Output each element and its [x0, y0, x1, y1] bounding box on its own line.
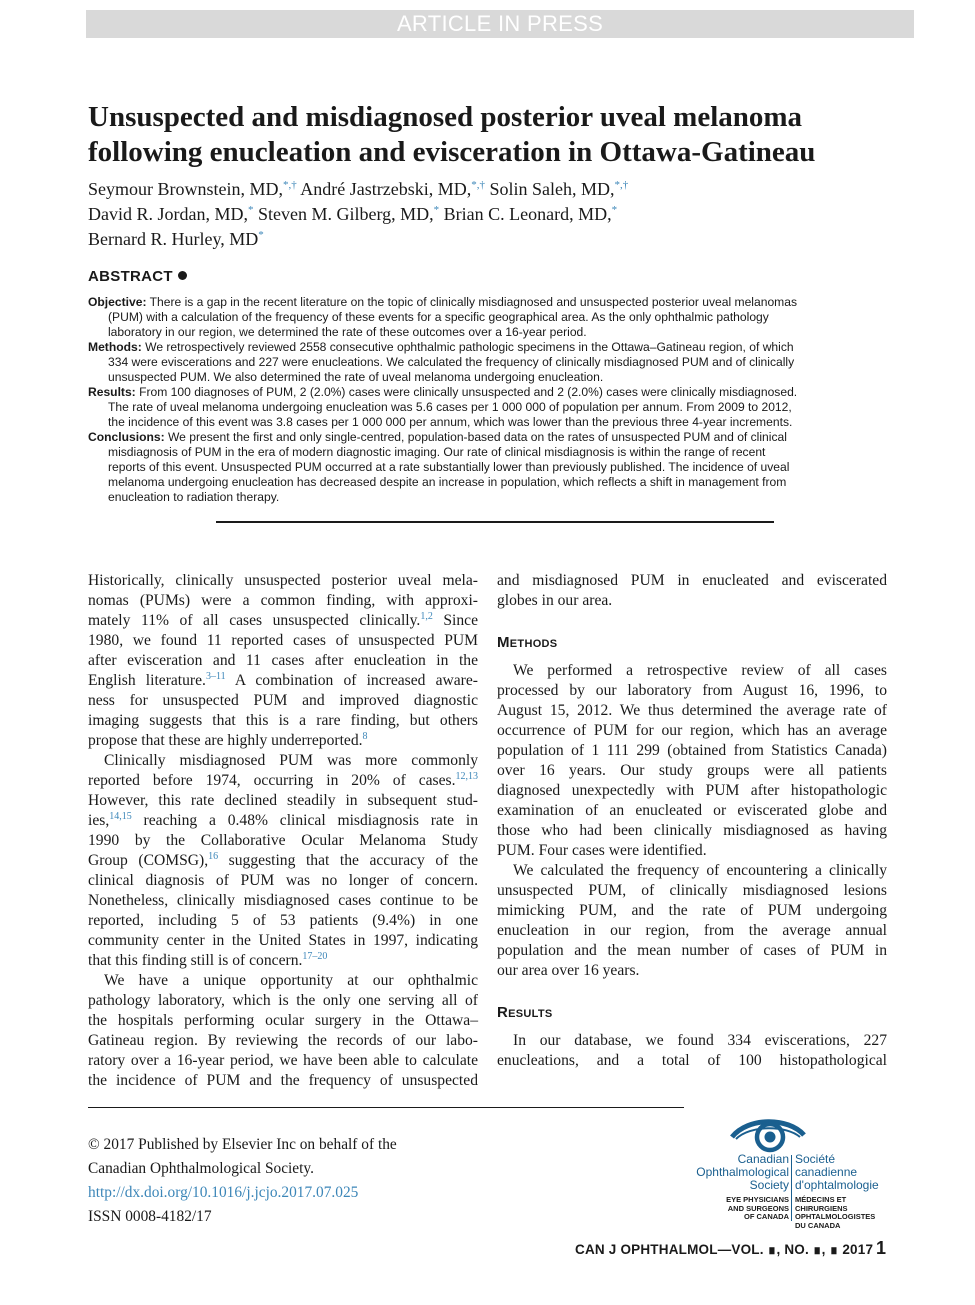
text-line: We performed a retrospective review of all cases — [513, 662, 887, 679]
text-span: Group (COMSG), — [88, 852, 209, 869]
text-span: mately 11% of all cases unsuspected clinically. — [88, 612, 421, 629]
footnote-divider — [88, 1107, 684, 1108]
text-span: Since — [432, 612, 479, 629]
author-name: Steven M. Gilberg, MD, — [258, 204, 434, 224]
text-line: clinical diagnosis of PUM was no longer of concern. — [88, 872, 478, 889]
abstract-line — [88, 430, 887, 445]
abstract-line — [88, 385, 887, 400]
affiliation-mark[interactable]: * — [611, 204, 618, 216]
author-line — [88, 202, 908, 227]
copyright-text: © 2017 Published by Elsevier Inc on behalf of the — [88, 1136, 397, 1153]
abstract-label: Objective: — [88, 295, 147, 309]
text-line: imaging suggests that this is a rare finding, but others — [88, 712, 478, 729]
affiliation-mark[interactable]: *,† — [283, 179, 297, 191]
affiliation-mark[interactable]: *,† — [614, 179, 629, 191]
abstract-line: unsuspected PUM. We also determined the rate of uveal melanoma undergoing enucleation. — [108, 370, 604, 384]
text-line: In our database, we found 334 eviscerations, 227 — [513, 1032, 887, 1049]
abstract-line — [88, 340, 887, 355]
abstract-text: There is a gap in the recent literature on the topic of clinically misdiagnosed and unsuspected posterior uveal melanomas — [149, 295, 798, 309]
article-in-press-banner: ARTICLE IN PRESS — [86, 10, 914, 38]
text-line: processed by our laboratory from August 16, 1996, to — [497, 682, 887, 699]
author-name: David R. Jordan, MD, — [88, 204, 248, 224]
text-span: A combination of increased aware- — [225, 672, 478, 689]
text-line: enucleations, and a total of 100 histopathological — [497, 1052, 887, 1069]
abstract-text: We retrospectively reviewed 2558 consecutive ophthalmic pathologic specimens in the Ottawa–Gatineau region, of which — [145, 340, 794, 354]
copyright-block — [88, 1133, 397, 1229]
author-name: Bernard R. Hurley, MD — [88, 229, 259, 249]
text-line: 1980, we found 11 reported cases of unsuspected PUM — [88, 632, 478, 649]
abstract-results — [88, 385, 887, 430]
text-line: pathology laboratory, which is the only one serving all of — [88, 992, 478, 1009]
body-column-left — [88, 571, 478, 1091]
article-title — [88, 100, 908, 170]
text-line: reported, including 5 of 53 patients (9.4%) in one — [88, 912, 478, 929]
author-name: Brian C. Leonard, MD, — [443, 204, 612, 224]
abstract-divider — [216, 521, 774, 523]
abstract-methods — [88, 340, 887, 385]
abstract-label: Methods: — [88, 340, 142, 354]
text-line: nomas (PUMs) were a common finding, with approxi- — [88, 592, 478, 609]
citation-link[interactable]: 1,2 — [420, 610, 433, 622]
title-line: following enucleation and evisceration in Ottawa-Gatineau — [88, 136, 816, 168]
logo-text-line: Society — [749, 1178, 789, 1192]
text-line: our area over 16 years. — [497, 962, 640, 979]
page-number: 1 — [876, 1238, 887, 1258]
text-line: the incidence of PUM and the frequency of unsuspected — [88, 1072, 478, 1089]
abstract-line: (PUM) with a calculation of the frequency of these events for a specific geographical area. As the only ophthalmic pathology — [108, 310, 769, 324]
logo-text-line: Société — [795, 1152, 836, 1166]
affiliation-mark[interactable]: * — [248, 204, 254, 216]
text-line: We calculated the frequency of encountering a clinically — [513, 862, 887, 879]
text-span: reported before 1974, occurring in 20% of cases. — [88, 772, 456, 789]
text-span: ies, — [88, 812, 110, 829]
abstract-line: enucleation to radiation therapy. — [108, 490, 280, 504]
text-span: English literature. — [88, 672, 206, 689]
abstract-body — [88, 295, 887, 505]
abstract-text: We present the first and only single-centred, population-based data on the rates of unsuspected PUM and of clinical — [167, 430, 787, 444]
text-line: those who had been clinically misdiagnosed as having — [497, 822, 887, 839]
logo-text-line: DU CANADA — [795, 1220, 841, 1230]
text-line: globes in our area. — [497, 592, 613, 609]
text-line: enucleation in our region, from the average annual — [497, 922, 887, 939]
citation-link[interactable]: 14,15 — [109, 810, 132, 822]
society-logo — [695, 1113, 895, 1230]
text-span: suggesting that the accuracy of the — [218, 852, 478, 869]
text-line — [88, 611, 478, 631]
logo-text-line: AND SURGEONS — [727, 1203, 789, 1213]
author-line — [88, 177, 908, 202]
abstract-line: laboratory in our region, we determined the rate of these outcomes over a 16-year period. — [108, 325, 587, 339]
bullet-icon — [178, 271, 187, 280]
author-line — [88, 227, 908, 252]
abstract-line: the incidence of this event was 3.8 cases per 1 000 000 per annum, which was lower than the previous three 4-year increments. — [108, 415, 793, 429]
issn-text: ISSN 0008-4182/17 — [88, 1208, 212, 1225]
text-line — [88, 811, 478, 831]
text-line: August 15, 2012. We thus determined the average rate of — [497, 702, 887, 719]
affiliation-mark[interactable]: *,† — [471, 179, 485, 191]
journal-citation: CAN J OPHTHALMOL—VOL. ∎, NO. ∎, ∎ 2017 — [575, 1242, 874, 1257]
text-line: occurrence of PUM for our region, which has an average — [497, 722, 887, 739]
text-line — [88, 771, 478, 791]
text-line: Nonetheless, clinically misdiagnosed cases continue to be — [88, 892, 478, 909]
abstract-heading-text: ABSTRACT — [88, 268, 173, 285]
text-line: mimicking PUM, and the rate of PUM undergoing — [497, 902, 887, 919]
abstract-objective — [88, 295, 887, 340]
text-line: unsuspected PUM, of clinically misdiagnosed lesions — [497, 882, 887, 899]
abstract-text: From 100 diagnoses of PUM, 2 (2.0%) cases were clinically unsuspected and 2 (2.0%) cases were clinically misdiagnosed. — [139, 385, 798, 399]
text-line — [88, 851, 478, 871]
society-text: Canadian Ophthalmological Society. — [88, 1160, 314, 1177]
section-heading-results: Results — [497, 1004, 553, 1021]
logo-text-line: Ophthalmological — [696, 1165, 789, 1179]
abstract-label: Conclusions: — [88, 430, 165, 444]
logo-tagline-english — [695, 1196, 789, 1222]
text-line: the hospitals performing ocular surgery in the Ottawa– — [88, 1012, 478, 1029]
text-line: population of 1 111 299 (obtained from Statistics Canada) — [497, 742, 887, 759]
author-name: André Jastrzebski, MD, — [300, 179, 472, 199]
text-line — [88, 671, 478, 691]
citation-link[interactable]: 12,13 — [455, 770, 478, 782]
author-name: Solin Saleh, MD, — [489, 179, 615, 199]
text-line: ness for unsuspected PUM and improved diagnostic — [88, 692, 478, 709]
text-line: and misdiagnosed PUM in enucleated and eviscerated — [497, 572, 887, 589]
text-line: However, this rate declined steadily in subsequent stud- — [88, 792, 478, 809]
text-line: Historically, clinically unsuspected posterior uveal mela- — [88, 572, 478, 589]
text-line: examination of an enucleated or eviscerated globe and — [497, 802, 887, 819]
body-column-right — [497, 571, 887, 1071]
text-line: after evisceration and 11 cases after enucleation in the — [88, 652, 478, 669]
abstract-line: misdiagnosis of PUM in the era of modern diagnostic imaging. Our rate of clinical misdiagnosis is within the range of recent — [108, 445, 766, 459]
text-line: PUM. Four cases were identified. — [497, 842, 707, 859]
abstract-line — [88, 295, 887, 310]
abstract-line: melanoma undergoing enucleation has decreased despite an increase in population, which reflects a shift in management from — [108, 475, 787, 489]
abstract-label: Results: — [88, 385, 136, 399]
citation-link[interactable]: 3–11 — [205, 670, 226, 682]
logo-name-english — [695, 1153, 789, 1192]
doi-link[interactable]: http://dx.doi.org/10.1016/j.jcjo.2017.07.025 — [88, 1184, 359, 1201]
author-name: Seymour Brownstein, MD, — [88, 179, 283, 199]
author-list — [88, 177, 908, 252]
text-line: community center in the United States in 1997, indicating — [88, 932, 478, 949]
logo-text-line: d'ophtalmologie — [795, 1178, 879, 1192]
abstract-heading — [88, 268, 187, 285]
text-line: 1990 by the Collaborative Ocular Melanoma Study — [88, 832, 478, 849]
abstract-line: The rate of uveal melanoma undergoing enucleation was 5.6 cases per 1 000 000 of population per annum. From 2009 to 2012, — [108, 400, 792, 414]
logo-text-line: EYE PHYSICIANS — [726, 1195, 789, 1204]
section-heading-methods: Methods — [497, 634, 558, 651]
logo-text-line: OF CANADA — [744, 1212, 789, 1221]
citation-link[interactable]: 8 — [362, 730, 368, 742]
text-line: diagnosed unexpectedly with PUM after histopathologic — [497, 782, 887, 799]
text-line: We have a unique opportunity at our ophthalmic — [104, 972, 478, 989]
logo-text-line: MÉDECINS ET CHIRURGIENS — [795, 1195, 848, 1213]
logo-divider — [791, 1155, 792, 1221]
abstract-line: reports of this event. Unsuspected PUM occurred at a rate substantially lower than previously published. The incidence of uveal — [108, 460, 790, 474]
title-line: Unsuspected and misdiagnosed posterior uveal melanoma — [88, 101, 803, 133]
text-line: population and the mean number of cases of PUM in — [497, 942, 887, 959]
abstract-line: 334 were eviscerations and 227 were enucleations. We calculated the frequency of clinically misdiagnosed PUM and of clinically — [108, 355, 795, 369]
text-line: Gatineau region. By reviewing the records of our labo- — [88, 1032, 478, 1049]
logo-text-line: canadienne — [795, 1165, 858, 1179]
text-line — [88, 951, 478, 971]
text-span: reaching a 0.48% clinical misdiagnosis rate in — [131, 812, 478, 829]
logo-name-french — [795, 1153, 895, 1192]
affiliation-mark[interactable]: * — [258, 229, 264, 241]
text-span: that this finding still is of concern. — [88, 952, 303, 969]
affiliation-mark[interactable]: * — [433, 204, 440, 216]
citation-link[interactable]: 16 — [208, 850, 219, 862]
text-line: ratory over a 16-year period, we have been able to calculate — [88, 1052, 478, 1069]
citation-link[interactable]: 17–20 — [302, 950, 328, 962]
logo-tagline-french — [795, 1196, 895, 1230]
text-line: over 16 years. Our study groups were all patients — [497, 762, 887, 779]
text-span: propose that these are highly underreported. — [88, 732, 363, 749]
logo-text-line: OPHTALMOLOGISTES — [795, 1212, 876, 1221]
logo-text-line: Canadian — [737, 1152, 789, 1166]
abstract-conclusions — [88, 430, 887, 505]
text-line: Clinically misdiagnosed PUM was more commonly — [104, 752, 478, 769]
text-line — [88, 731, 478, 751]
